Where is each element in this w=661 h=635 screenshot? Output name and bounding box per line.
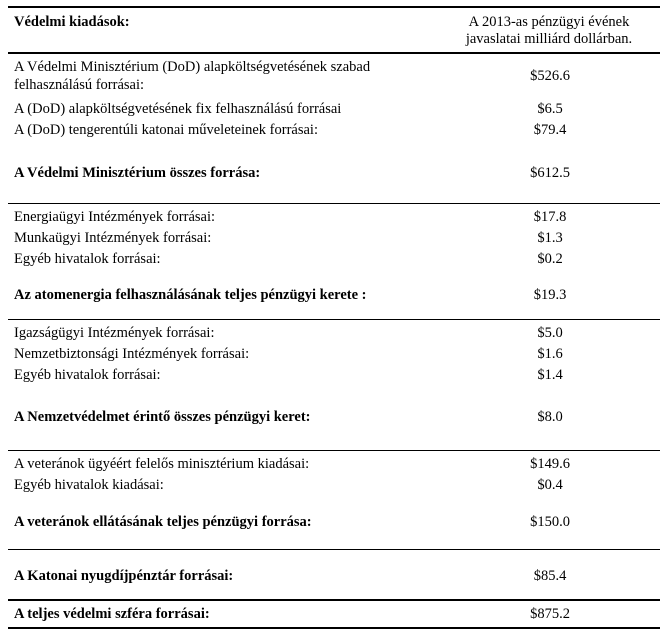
- section-rule: [8, 599, 660, 601]
- row-label: Igazságügyi Intézmények forrásai:: [14, 325, 215, 341]
- header-left: Védelmi kiadások:: [14, 14, 130, 30]
- row-label: felhasználású forrásai:: [14, 77, 145, 93]
- total-amount: $150.0: [530, 514, 570, 530]
- bottom-rule: [8, 627, 660, 629]
- row-label: A veteránok ügyéért felelős minisztérium kiadásai:: [14, 456, 310, 472]
- row-amount: $0.4: [537, 477, 563, 493]
- total-amount: $19.3: [533, 287, 567, 303]
- section-rule: [8, 203, 660, 204]
- row-amount: $6.5: [537, 101, 563, 117]
- row-amount: $0.2: [537, 251, 563, 267]
- top-rule: [8, 6, 660, 8]
- row-label: A Védelmi Minisztérium (DoD) alapköltségvetésének szabad: [14, 59, 371, 75]
- grand-total-label: A teljes védelmi szféra forrásai:: [14, 606, 210, 622]
- row-amount: $149.6: [530, 456, 570, 472]
- row-label: Energiaügyi Intézmények forrásai:: [14, 209, 216, 225]
- row-label: A (DoD) tengerentúli katonai műveleteinek forrásai:: [14, 122, 318, 138]
- row-amount: $79.4: [533, 122, 567, 138]
- row-label: Egyéb hivatalok forrásai:: [14, 251, 161, 267]
- total-label: A Katonai nyugdíjpénztár forrásai:: [14, 568, 234, 584]
- total-amount: $85.4: [533, 568, 567, 584]
- row-label: Nemzetbiztonsági Intézmények forrásai:: [14, 346, 250, 362]
- row-amount: $526.6: [530, 68, 570, 84]
- total-amount: $8.0: [537, 409, 563, 425]
- grand-total-amount: $875.2: [530, 606, 570, 622]
- section-rule: [8, 319, 660, 320]
- row-label: Munkaügyi Intézmények forrásai:: [14, 230, 212, 246]
- row-label: Egyéb hivatalok kiadásai:: [14, 477, 164, 493]
- total-label: Az atomenergia felhasználásának teljes pénzügyi kerete :: [14, 287, 367, 303]
- row-amount: $1.4: [537, 367, 563, 383]
- total-label: A Nemzetvédelmet érintő összes pénzügyi keret:: [14, 409, 311, 425]
- row-label: Egyéb hivatalok forrásai:: [14, 367, 161, 383]
- row-amount: $1.6: [537, 346, 563, 362]
- section-rule: [8, 450, 660, 451]
- header-right: A 2013-as pénzügyi évének javaslatai milliárd dollárban.: [465, 14, 633, 47]
- row-label: A (DoD) alapköltségvetésének fix felhasználású forrásai: [14, 101, 342, 117]
- total-label: A veteránok ellátásának teljes pénzügyi forrása:: [14, 514, 312, 530]
- section-rule: [8, 549, 660, 550]
- total-amount: $612.5: [530, 165, 570, 181]
- header-rule: [8, 52, 660, 54]
- row-amount: $17.8: [533, 209, 567, 225]
- row-amount: $5.0: [537, 325, 563, 341]
- row-amount: $1.3: [537, 230, 563, 246]
- total-label: A Védelmi Minisztérium összes forrása:: [14, 165, 261, 181]
